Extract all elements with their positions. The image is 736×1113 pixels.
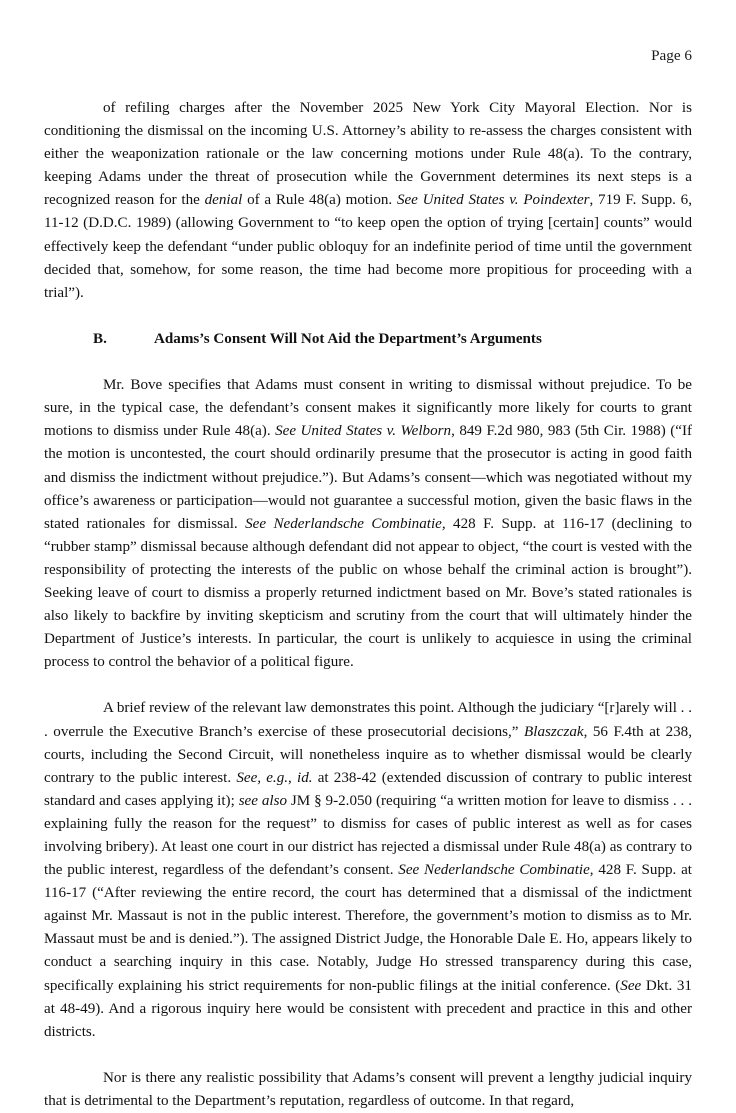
citation-italic: See, e.g. bbox=[236, 769, 289, 786]
paragraph-nor-is-there bbox=[44, 1067, 692, 1113]
page-number-header: Page 6 bbox=[651, 47, 692, 64]
text-run: Nor is there any realistic possibility that Adams’s consent will prevent a lengthy judicial inquiry that is detrimental to the Department’s reputation, regardless of outcome. In that regard, bbox=[44, 1069, 692, 1110]
paragraph-brief-review bbox=[44, 697, 692, 1043]
text-run: at 238-42 (extended discussion of contrary to public interest standard and cases applying it); bbox=[44, 769, 692, 809]
citation-italic: See United States v. Poindexter bbox=[396, 192, 590, 209]
citation-italic: Blaszczak bbox=[524, 723, 584, 740]
citation-italic: denial bbox=[204, 192, 243, 209]
text-run: A brief review of the relevant law demonstrates this point. Although the judiciary “[r]arely will . . . overrule the Executive Branch’s exercise of these prosecutorial decisions,” bbox=[44, 700, 692, 740]
text-run: Mr. Bove specifies that Adams must consent in writing to dismissal without prejudice. To be sure, in the typical case, the defendant’s consent makes it significantly more likely for courts to grant motions to dismiss under Rule 48(a). bbox=[44, 377, 692, 440]
citation-italic: see also bbox=[238, 792, 288, 809]
citation-italic: See Nederlandsche Combinatie bbox=[398, 862, 590, 879]
text-run: 428 F. Supp. at 116-17 (declining to “rubber stamp” dismissal because although defendant did not appear to object, “the court is vested with the responsibility of protecting the interests of the public on whose behalf the criminal action is brought”). Seeking leave of court to dismiss a properly returned indictment based on Mr. Bove’s stated rationales is also likely to backfire by inviting skepticism and scrutiny from the court that will ultimately hinder the Department of Justice’s interests. In particular, the court is unlikely to acquiesce in using the criminal process to control the behavior of a political figure. bbox=[44, 515, 692, 671]
document-body bbox=[44, 97, 692, 1113]
text-run: , bbox=[288, 769, 297, 786]
text-run: JM § 9-2.050 (requiring “a written motion for leave to dismiss . . . explaining fully the reason for the request” to dismiss for cases of public interest as well as for cases involving bribery). At least one court in our district has rejected a dismissal under Rule 48(a) as contrary to the public interest, regardless of the defendant’s consent. bbox=[44, 792, 692, 879]
section-title: Adams’s Consent Will Not Aid the Department’s Arguments bbox=[154, 330, 542, 347]
text-run: , 56 F.4th at 238, courts, including the Second Circuit, will nonetheless inquire as to whether dismissal would be clearly contrary to the public interest. bbox=[44, 723, 693, 786]
citation-italic: See bbox=[620, 977, 642, 994]
text-run: of a Rule 48(a) motion. bbox=[242, 192, 397, 209]
paragraph-bove-specifies bbox=[44, 374, 692, 674]
section-heading-b bbox=[44, 328, 692, 351]
section-letter: B. bbox=[93, 330, 107, 347]
text-run: , 849 F.2d 980, 983 (5th Cir. 1988) (“If the motion is uncontested, the court should ordinarily presume that the prosecutor is acting in good faith and dismiss the indictment without prejudice.”). But Adams’s consent—which was negotiated without my office’s awareness or participation—would not guarantee a successful motion, given the basic flaws in the stated rationales for dismissal. bbox=[44, 423, 692, 532]
citation-italic: See Nederlandsche Combinatie, bbox=[245, 515, 446, 532]
text-run: of refiling charges after the November 2025 New York City Mayoral Election. Nor is conditioning the dismissal on the incoming U.S. Attorney’s ability to re-assess the charges consistent with either the weaponization rationale or the law concerning motions under Rule 48(a). To the contrary, keeping Adams under the threat of prosecution while the Government determines its next steps is a recognized reason for the bbox=[44, 100, 692, 209]
text-run: Dkt. 31 at 48-49). And a rigorous inquiry here would be consistent with precedent and practice in this and other districts. bbox=[44, 977, 692, 1040]
citation-italic: See United States v. Welborn bbox=[275, 423, 452, 440]
citation-italic: id. bbox=[297, 769, 313, 786]
text-run: , 428 F. Supp. at 116-17 (“After reviewing the entire record, the court has determined that a dismissal of the indictment against Mr. Massaut is not in the public interest. Therefore, the government’s motion to dismiss as to Mr. Massaut must be and is denied.”). The assigned District Judge, the Honorable Dale E. Ho, appears likely to conduct a searching inquiry in this case. Notably, Judge Ho stressed transparency during this case, specifically explaining his strict requirements for non-public filings at the initial conference. ( bbox=[44, 862, 693, 994]
paragraph-refiling-charges bbox=[44, 97, 692, 305]
text-run: , 719 F. Supp. 6, 11-12 (D.D.C. 1989) (allowing Government to “to keep open the option of trying [certain] counts” would effectively keep the defendant “under public obloquy for an indefinite period of time until the government decided that, somehow, for some reason, the time had become more propitious for proceeding with a trial”). bbox=[44, 192, 692, 301]
